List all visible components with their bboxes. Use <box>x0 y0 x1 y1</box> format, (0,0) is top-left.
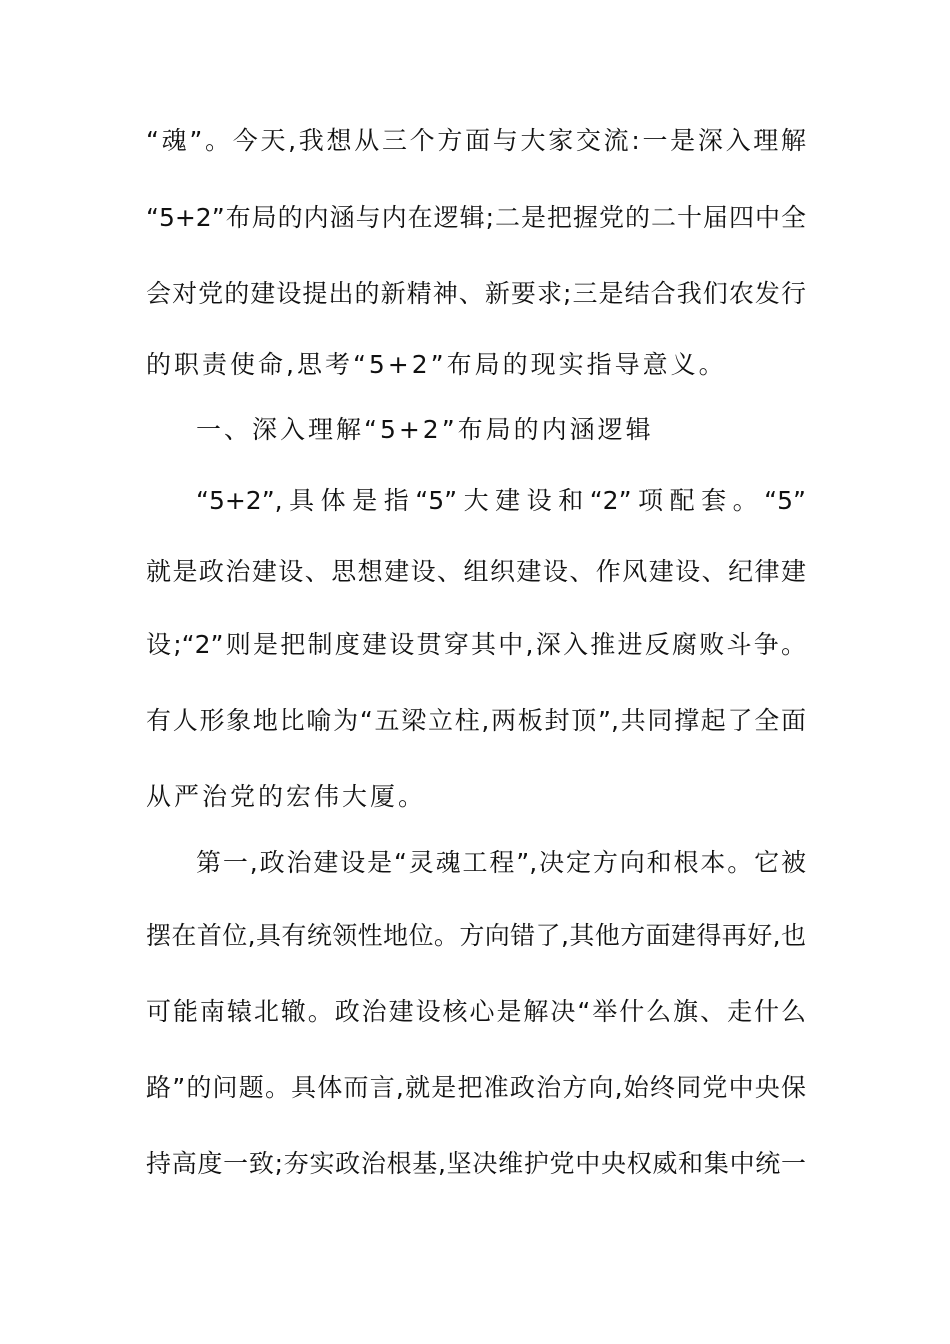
paragraph-line-9: 有人形象地比喻为“五梁立柱,两板封顶”,共同撑起了全面 <box>146 706 806 735</box>
paragraph-line-7: 就是政治建设、思想建设、组织建设、作风建设、纪律建 <box>146 557 806 586</box>
paragraph-line-12: 摆在首位,具有统领性地位。方向错了,其他方面建得再好,也 <box>146 921 806 950</box>
paragraph-line-15: 持高度一致;夯实政治根基,坚决维护党中央权威和集中统一 <box>146 1149 806 1178</box>
paragraph-line-1: “魂”。今天,我想从三个方面与大家交流:一是深入理解 <box>146 126 806 155</box>
section-heading: 一、深入理解“5+2”布局的内涵逻辑 <box>196 415 654 444</box>
paragraph-line-3: 会对党的建设提出的新精神、新要求;三是结合我们农发行 <box>146 279 806 308</box>
paragraph-line-14: 路”的问题。具体而言,就是把准政治方向,始终同党中央保 <box>146 1073 806 1102</box>
paragraph-line-4: 的职责使命,思考“5+2”布局的现实指导意义。 <box>146 350 727 379</box>
paragraph-line-8: 设;“2”则是把制度建设贯穿其中,深入推进反腐败斗争。 <box>146 630 806 659</box>
paragraph-line-13: 可能南辕北辙。政治建设核心是解决“举什么旗、走什么 <box>146 997 806 1026</box>
paragraph-line-2: “5+2”布局的内涵与内在逻辑;二是把握党的二十届四中全 <box>146 203 806 232</box>
paragraph-line-10: 从严治党的宏伟大厦。 <box>146 782 427 811</box>
paragraph-line-6: “5+2”,具体是指“5”大建设和“2”项配套。“5” <box>196 486 806 515</box>
paragraph-line-11: 第一,政治建设是“灵魂工程”,决定方向和根本。它被 <box>196 848 806 877</box>
